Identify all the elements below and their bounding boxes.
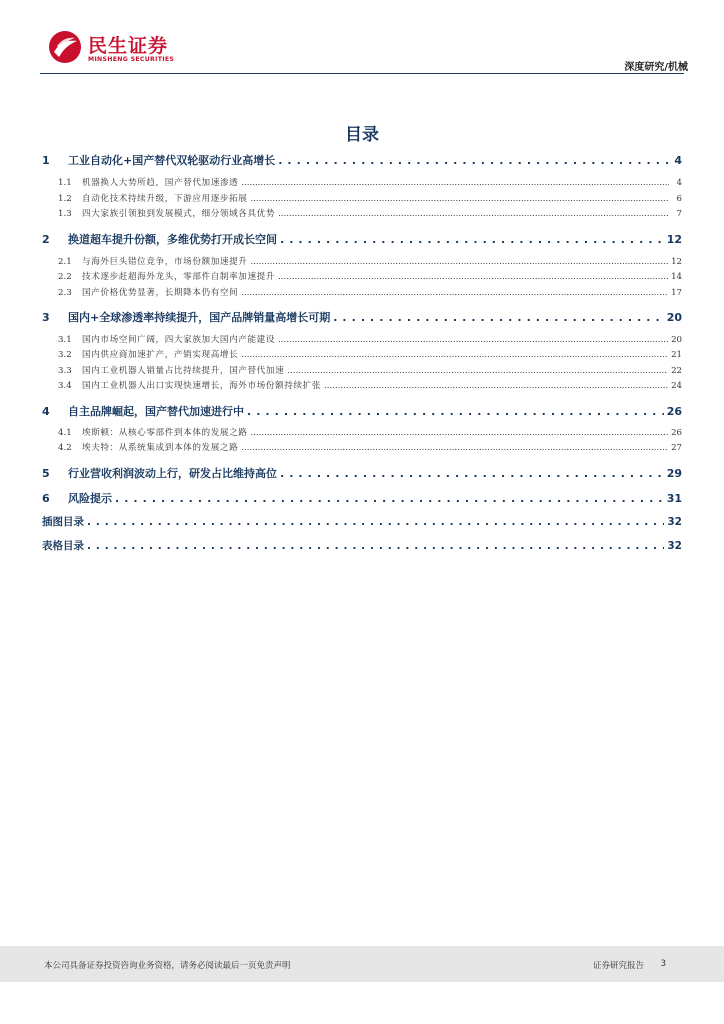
toc-entry-text: 插图目录	[42, 516, 84, 528]
toc-entry-text: 自动化技术持续升级，下游应用逐步拓展	[82, 194, 248, 204]
toc-entry-number: 1.2	[58, 194, 72, 204]
toc-chapter-entry[interactable]	[42, 152, 682, 168]
toc-entry-number: 1.1	[58, 178, 72, 188]
toc-entry-text: 工业自动化+国产替代双轮驱动行业高增长	[68, 154, 276, 167]
toc-entry-number: 4.1	[58, 428, 72, 438]
toc-entry-text: 与海外巨头错位竞争，市场份额加速提升	[82, 257, 248, 267]
toc-entry-page: 20	[666, 311, 682, 324]
header-divider	[40, 73, 684, 74]
company-logo	[48, 30, 188, 70]
toc-entry-page: 31	[666, 492, 682, 505]
toc-entry-text: 国产价格优势显著，长期降本仍有空间	[82, 288, 239, 298]
toc-leader-dots	[280, 467, 664, 480]
logo-english-name: MINSHENG SECURITIES	[88, 56, 175, 63]
toc-leader-dots	[333, 311, 663, 324]
toc-entry-page: 26	[671, 428, 682, 438]
toc-entry-text: 技术逐步赶超海外龙头，零部件自制率加速提升	[82, 272, 276, 282]
toc-chapter-entry[interactable]	[42, 403, 682, 419]
toc-entry-number: 2	[42, 233, 50, 246]
toc-entry-text: 国内工业机器人销量占比持续提升，国产替代加速	[82, 366, 285, 376]
toc-entry-text: 换道超车提升份额，多维优势打开成长空间	[68, 233, 277, 246]
toc-leader-dots	[251, 257, 669, 267]
toc-section-entry[interactable]	[58, 333, 682, 345]
toc-section-entry[interactable]	[58, 348, 682, 360]
toc-entry-text: 国内市场空间广阔，四大家族加大国内产能建设	[82, 335, 276, 345]
toc-entry-text: 机器换人大势所趋，国产替代加速渗透	[82, 178, 239, 188]
toc-chapter-entry[interactable]	[42, 231, 682, 247]
toc-entry-page: 6	[676, 194, 682, 204]
toc-entry-page: 24	[671, 381, 682, 391]
page-footer	[0, 946, 724, 982]
toc-section-entry[interactable]	[58, 270, 682, 282]
toc-leader-dots	[278, 209, 669, 219]
toc-entry-page: 12	[671, 257, 682, 267]
toc-entry-number: 3.2	[58, 350, 72, 360]
toc-entry-text: 国内供应商加速扩产，产销实现高增长	[82, 350, 239, 360]
toc-entry-number: 2.3	[58, 288, 72, 298]
toc-entry-text: 埃夫特：从系统集成到本体的发展之路	[82, 443, 239, 453]
toc-entry-number: 3.1	[58, 335, 72, 345]
toc-leader-dots	[241, 178, 669, 188]
toc-entry-page: 22	[671, 366, 682, 376]
toc-leader-dots	[324, 381, 668, 391]
toc-entry-text: 风险提示	[68, 492, 112, 505]
toc-leader-dots	[287, 366, 668, 376]
toc-section-entry[interactable]	[58, 176, 682, 188]
toc-leader-dots	[115, 492, 664, 505]
toc-entry-page: 32	[667, 540, 682, 552]
toc-entry-page: 7	[676, 209, 682, 219]
toc-leader-dots	[87, 516, 664, 528]
toc-entry-page: 21	[671, 350, 682, 360]
toc-entry-number: 4.2	[58, 443, 72, 453]
toc-entry-number: 3.3	[58, 366, 72, 376]
toc-entry-text: 表格目录	[42, 540, 84, 552]
toc-section-entry[interactable]	[58, 286, 682, 298]
toc-leader-dots	[247, 405, 664, 418]
toc-leader-dots	[278, 154, 669, 167]
toc-entry-text: 国内+全球渗透率持续提升，国产品牌销量高增长可期	[68, 311, 331, 324]
toc-entry-page: 32	[667, 516, 682, 528]
toc-section-entry[interactable]	[58, 207, 682, 219]
toc-entry-page: 26	[666, 405, 682, 418]
toc-entry-number: 3	[42, 311, 50, 324]
toc-section-entry[interactable]	[58, 379, 682, 391]
toc-section-entry[interactable]	[58, 192, 682, 204]
toc-leader-dots	[251, 194, 670, 204]
toc-entry-text: 四大家族引领独到发展模式，细分领域各具优势	[82, 209, 276, 219]
toc-leader-dots	[241, 443, 668, 453]
toc-entry-number: 6	[42, 492, 50, 505]
toc-entry-number: 5	[42, 467, 50, 480]
toc-title: 目录	[345, 125, 379, 145]
toc-leader-dots	[241, 288, 668, 298]
toc-chapter-entry[interactable]	[42, 309, 682, 325]
toc-entry-number: 1.3	[58, 209, 72, 219]
page-header	[0, 0, 724, 80]
toc-section-entry[interactable]	[58, 441, 682, 453]
toc-leader-dots	[278, 272, 668, 282]
toc-entry-page: 4	[674, 154, 682, 167]
toc-entry-number: 4	[42, 405, 50, 418]
footer-report-type: 证券研究报告	[592, 961, 644, 971]
logo-chinese-name: 民生证券	[88, 35, 169, 57]
minsheng-logo-icon	[48, 30, 82, 64]
toc-entry-text: 埃斯顿：从核心零部件到本体的发展之路	[82, 428, 248, 438]
toc-chapter-entry[interactable]	[42, 465, 682, 481]
toc-entry-number: 1	[42, 154, 50, 167]
toc-entry-text: 国内工业机器人出口实现快速增长，海外市场份额持续扩张	[82, 381, 322, 391]
toc-entry-page: 17	[671, 288, 682, 298]
toc-entry-page: 20	[671, 335, 682, 345]
toc-entry-page: 12	[666, 233, 682, 246]
toc-leader-dots	[278, 335, 668, 345]
toc-leader-dots	[251, 428, 669, 438]
footer-disclaimer: 本公司具备证券投资咨询业务资格，请务必阅读最后一页免责声明	[44, 961, 291, 971]
footer-page-number: 3	[660, 959, 666, 969]
toc-entry-page: 14	[671, 272, 682, 282]
toc-entry-figure-index[interactable]	[42, 514, 682, 529]
toc-entry-page: 4	[676, 178, 682, 188]
toc-entry-text: 自主品牌崛起，国产替代加速进行中	[68, 405, 244, 418]
toc-entry-number: 3.4	[58, 381, 72, 391]
toc-leader-dots	[87, 540, 664, 552]
toc-entry-number: 2.1	[58, 257, 72, 267]
toc-leader-dots	[280, 233, 664, 246]
toc-section-entry[interactable]	[58, 255, 682, 267]
toc-entry-number: 2.2	[58, 272, 72, 282]
toc-chapter-entry[interactable]	[42, 490, 682, 506]
report-category: 深度研究/机械	[624, 62, 688, 73]
toc-entry-text: 行业营收利润波动上行，研发占比维持高位	[68, 467, 277, 480]
toc-leader-dots	[241, 350, 668, 360]
toc-section-entry[interactable]	[58, 426, 682, 438]
toc-entry-page: 29	[666, 467, 682, 480]
toc-entry-page: 27	[671, 443, 682, 453]
toc-entry-table-index[interactable]	[42, 538, 682, 553]
toc-section-entry[interactable]	[58, 364, 682, 376]
